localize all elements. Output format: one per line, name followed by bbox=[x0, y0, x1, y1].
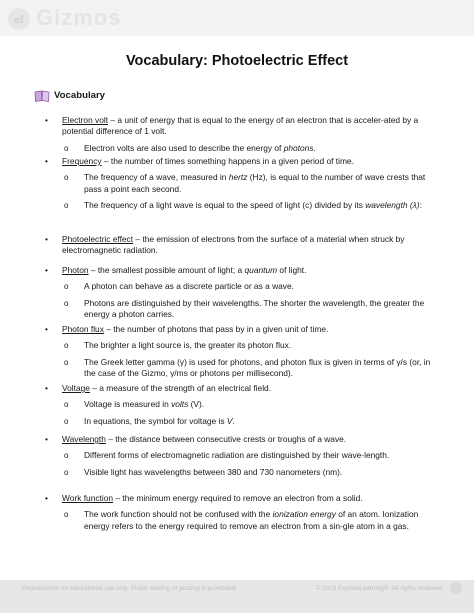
logo-icon: el bbox=[8, 8, 30, 30]
sub-point bbox=[62, 200, 442, 211]
bullet-icon: • bbox=[45, 493, 48, 503]
entry-definition bbox=[45, 115, 442, 138]
vocabulary-term: Voltage bbox=[62, 383, 90, 393]
sub-point bbox=[62, 298, 442, 321]
vocabulary-term: Wavelength bbox=[62, 434, 106, 444]
sub-point bbox=[62, 172, 442, 195]
sub-bullet-icon: o bbox=[64, 298, 69, 308]
vocabulary-term: Frequency bbox=[62, 156, 102, 166]
vocabulary-entry bbox=[45, 234, 442, 257]
bullet-icon: • bbox=[45, 234, 48, 244]
entry-definition bbox=[45, 265, 442, 276]
sub-bullet-icon: o bbox=[64, 341, 69, 351]
sub-point-emphasis: ionization energy bbox=[272, 509, 336, 520]
footer-notice: Reproduction for educational use only. Public sharing or posting is prohibited. bbox=[22, 585, 238, 592]
entry-definition bbox=[45, 493, 442, 504]
sub-point-emphasis: V bbox=[226, 415, 233, 426]
sub-point-text: The brighter a light source is, the greater its photon flux. bbox=[84, 340, 292, 351]
vocabulary-term: Work function bbox=[62, 493, 114, 503]
sub-point-text: The frequency of a light wave is equal to the speed of light (c) divided by its bbox=[84, 199, 366, 210]
definition-text: – a unit of energy that is equal to the energy of an electron that is acceler-ated by a potential difference of 1 volt. bbox=[62, 115, 419, 137]
sub-point-text: Voltage is measured in bbox=[84, 399, 172, 410]
sub-point-text: The Greek letter gamma (γ) is used for photons, and photon flux is given in terms of γ/s (or, in the case of the Gizmo, γ/ms or photons per millisecond). bbox=[84, 356, 431, 378]
sub-point bbox=[62, 416, 442, 427]
definition-text: – a measure of the strength of an electrical field. bbox=[89, 383, 272, 393]
sub-point-text: In equations, the symbol for voltage is bbox=[84, 415, 227, 426]
sub-point-text: (Hz), is equal to the number of wave crests that pass a point each second. bbox=[84, 172, 426, 194]
sub-point bbox=[62, 399, 442, 410]
definition-text: – the distance between consecutive crests or troughs of a wave. bbox=[105, 434, 347, 444]
vocabulary-term: Photon flux bbox=[62, 324, 104, 334]
sub-point-text: Visible light has wavelengths between 380 and 730 nanometers (nm). bbox=[84, 466, 343, 477]
entry-definition bbox=[45, 234, 442, 257]
sub-bullet-icon: o bbox=[64, 282, 69, 292]
vocabulary-entry bbox=[45, 324, 442, 379]
sub-point-emphasis: volts bbox=[171, 399, 189, 410]
definition-text: – the minimum energy required to remove an electron from a solid. bbox=[113, 493, 363, 503]
bullet-icon: • bbox=[45, 115, 48, 125]
sub-point-text: (V). bbox=[188, 399, 205, 410]
sub-bullet-icon: o bbox=[64, 400, 69, 410]
section-title: Vocabulary bbox=[54, 90, 106, 101]
sub-point-text: Photons are distinguished by their wavelengths. The shorter the wavelength, the greater the energy a photon carries. bbox=[84, 297, 425, 319]
sub-point-text: Different forms of electromagnetic radiation are distinguished by their wave-length. bbox=[84, 450, 390, 461]
definition-text: – the emission of electrons from the surface of a material when struck by electromagnetic radiation. bbox=[62, 234, 405, 256]
vocabulary-entry bbox=[45, 434, 442, 478]
sub-point-emphasis: wavelength (λ) bbox=[365, 199, 420, 210]
sub-point-text: The frequency of a wave, measured in bbox=[84, 172, 229, 183]
entry-definition bbox=[45, 434, 442, 445]
bullet-icon: • bbox=[45, 434, 48, 444]
logo-wordmark: Gizmos bbox=[36, 5, 122, 27]
bullet-icon: • bbox=[45, 324, 48, 334]
sub-point bbox=[62, 450, 442, 461]
vocabulary-term: Photoelectric effect bbox=[62, 234, 134, 244]
vocabulary-entry bbox=[45, 115, 442, 154]
sub-point-text: . bbox=[313, 142, 316, 153]
bullet-icon: • bbox=[45, 383, 48, 393]
definition-text: of light. bbox=[277, 265, 307, 275]
sub-point-emphasis: photons bbox=[283, 142, 314, 153]
entry-definition bbox=[45, 383, 442, 394]
sub-point bbox=[62, 357, 442, 380]
sub-bullet-icon: o bbox=[64, 143, 69, 153]
footer-logo-icon bbox=[450, 582, 462, 594]
definition-text: – the number of times something happens in a given period of time. bbox=[101, 156, 354, 166]
definition-emphasis: quantum bbox=[244, 265, 278, 275]
vocabulary-term: Photon bbox=[62, 265, 89, 275]
vocabulary-entry bbox=[45, 493, 442, 532]
sub-point-text: The work function should not be confused with the bbox=[84, 509, 273, 520]
sub-bullet-icon: o bbox=[64, 510, 69, 520]
sub-point-text: A photon can behave as a discrete particle or as a wave. bbox=[84, 281, 294, 292]
vocabulary-entry bbox=[45, 383, 442, 427]
sub-point-text: : bbox=[419, 199, 422, 210]
sub-point-emphasis: hertz bbox=[228, 172, 248, 183]
sub-bullet-icon: o bbox=[64, 173, 69, 183]
definition-text: – the number of photons that pass by in a given unit of time. bbox=[103, 324, 329, 334]
vocabulary-term: Electron volt bbox=[62, 115, 109, 125]
sub-point-text: of an atom. Ionization energy refers to the energy required to remove an electron from a sin-gle atom in a gas. bbox=[84, 509, 419, 531]
footer-copyright: © 2019 ExploreLearning®. All rights reserved bbox=[315, 585, 442, 592]
entry-definition bbox=[45, 156, 442, 167]
bullet-icon: • bbox=[45, 265, 48, 275]
sub-bullet-icon: o bbox=[64, 451, 69, 461]
bullet-icon: • bbox=[45, 156, 48, 166]
entry-definition bbox=[45, 324, 442, 335]
sub-bullet-icon: o bbox=[64, 467, 69, 477]
sub-point-text: Electron volts are also used to describe the energy of bbox=[84, 142, 284, 153]
book-icon bbox=[34, 90, 50, 102]
sub-bullet-icon: o bbox=[64, 416, 69, 426]
sub-bullet-icon: o bbox=[64, 200, 69, 210]
sub-point-text: . bbox=[232, 415, 235, 426]
definition-text: – the smallest possible amount of light; a bbox=[88, 265, 245, 275]
sub-point bbox=[62, 467, 442, 478]
sub-point bbox=[62, 509, 442, 532]
vocabulary-entry bbox=[45, 156, 442, 211]
sub-point bbox=[62, 281, 442, 292]
page-title: Vocabulary: Photoelectric Effect bbox=[125, 53, 349, 69]
sub-point bbox=[62, 143, 442, 154]
sub-point bbox=[62, 340, 442, 351]
vocabulary-entry bbox=[45, 265, 442, 320]
sub-bullet-icon: o bbox=[64, 357, 69, 367]
